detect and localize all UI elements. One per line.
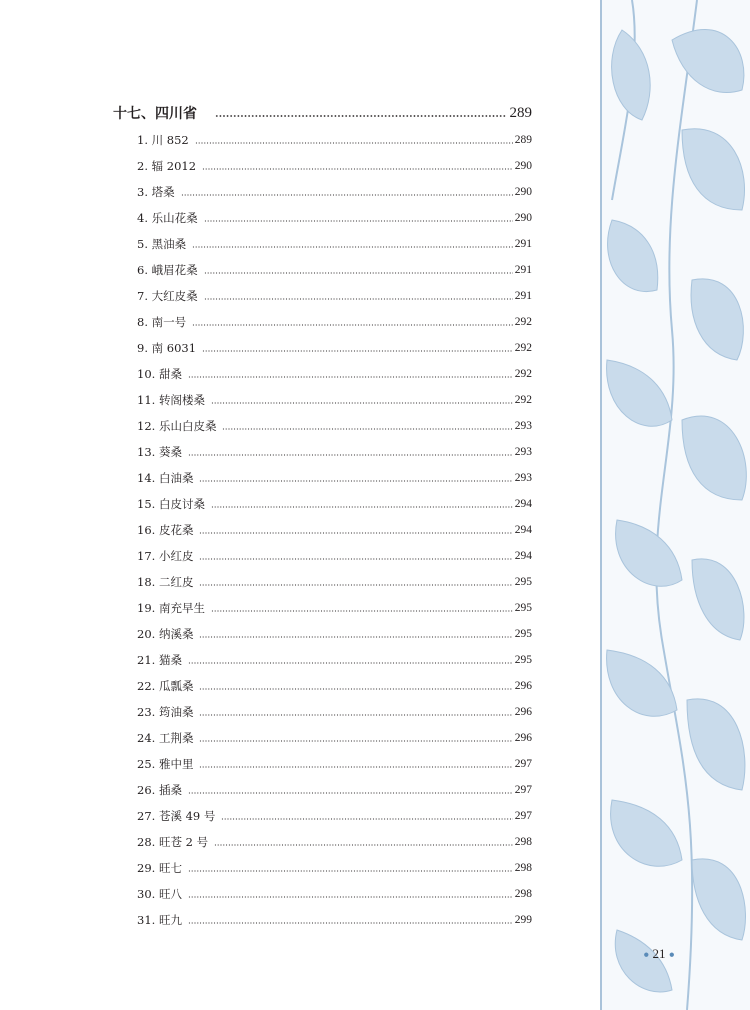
dot-leader xyxy=(188,454,513,456)
dot-leader xyxy=(214,844,513,846)
mulberry-leaf-illustration xyxy=(600,0,750,1010)
entry-label: 7. 大红皮桑 xyxy=(137,289,198,303)
dot-leader xyxy=(211,402,513,404)
toc-entry[interactable] xyxy=(137,677,532,695)
entry-label: 10. 甜桑 xyxy=(137,367,182,381)
entry-label: 29. 旺七 xyxy=(137,861,182,875)
page-number xyxy=(634,946,684,966)
toc-entry[interactable] xyxy=(137,261,532,279)
entry-label: 21. 猫桑 xyxy=(137,653,182,667)
dot-leader xyxy=(188,792,513,794)
toc-entry[interactable] xyxy=(137,417,532,435)
dot-leader xyxy=(199,558,512,560)
dot-leader xyxy=(188,870,513,872)
dot-leader xyxy=(188,376,513,378)
entry-label: 12. 乐山白皮桑 xyxy=(137,419,217,433)
toc-entry[interactable] xyxy=(137,755,532,773)
toc-entry[interactable] xyxy=(137,443,532,461)
section-page-number: 289 xyxy=(509,104,532,121)
entry-page-number: 292 xyxy=(514,368,532,380)
dot-leader xyxy=(188,922,513,924)
entry-label: 8. 南一号 xyxy=(137,315,187,329)
toc-entry[interactable] xyxy=(137,365,532,383)
toc-entry[interactable] xyxy=(137,703,532,721)
entry-label: 23. 筠油桑 xyxy=(137,705,194,719)
dot-leader xyxy=(199,480,512,482)
entry-label: 20. 纳溪桑 xyxy=(137,627,194,641)
entry-page-number: 292 xyxy=(514,394,532,406)
entry-page-number: 296 xyxy=(514,706,532,718)
entry-label: 26. 插桑 xyxy=(137,783,182,797)
toc-entry[interactable] xyxy=(137,313,532,331)
entry-page-number: 294 xyxy=(514,524,532,536)
entry-label: 18. 二红皮 xyxy=(137,575,194,589)
dot-leader xyxy=(192,246,513,248)
entry-label: 4. 乐山花桑 xyxy=(137,211,198,225)
entry-label: 19. 南充早生 xyxy=(137,601,205,615)
entry-page-number: 295 xyxy=(514,576,532,588)
entry-page-number: 293 xyxy=(514,446,532,458)
bullet-icon: ● xyxy=(643,949,650,961)
toc-entry[interactable] xyxy=(137,339,532,357)
dot-leader xyxy=(199,714,512,716)
entry-page-number: 293 xyxy=(514,420,532,432)
entry-page-number: 298 xyxy=(514,836,532,848)
entry-label: 3. 塔桑 xyxy=(137,185,175,199)
dot-leader xyxy=(199,740,512,742)
toc-entry[interactable] xyxy=(137,599,532,617)
dot-leader xyxy=(221,818,512,820)
dot-leader xyxy=(195,142,513,144)
toc-entry[interactable] xyxy=(137,235,532,253)
toc-entry[interactable] xyxy=(137,391,532,409)
dot-leader xyxy=(188,662,513,664)
entry-label: 27. 苍溪 49 号 xyxy=(137,809,216,823)
entry-page-number: 291 xyxy=(514,290,532,302)
entry-page-number: 292 xyxy=(514,316,532,328)
entry-page-number: 289 xyxy=(514,134,532,146)
toc-entry[interactable] xyxy=(137,209,532,227)
entry-page-number: 292 xyxy=(514,342,532,354)
section-title: 十七、四川省 xyxy=(113,106,197,122)
entry-label: 22. 瓜瓢桑 xyxy=(137,679,194,693)
entry-page-number: 290 xyxy=(514,160,532,172)
entry-label: 13. 葵桑 xyxy=(137,445,182,459)
entry-label: 17. 小红皮 xyxy=(137,549,194,563)
toc-entry[interactable] xyxy=(137,625,532,643)
toc-entry[interactable] xyxy=(137,157,532,175)
dot-leader xyxy=(204,272,513,274)
dot-leader xyxy=(215,115,506,117)
toc-entry[interactable] xyxy=(137,131,532,149)
entry-page-number: 293 xyxy=(514,472,532,484)
entry-label: 9. 南 6031 xyxy=(137,341,197,355)
entry-label: 30. 旺八 xyxy=(137,887,182,901)
toc-entry[interactable] xyxy=(137,495,532,513)
toc-entry[interactable] xyxy=(137,573,532,591)
entry-label: 25. 雅中里 xyxy=(137,757,194,771)
entry-label: 16. 皮花桑 xyxy=(137,523,194,537)
leaf-pattern-icon xyxy=(602,0,750,1010)
toc-entry[interactable] xyxy=(137,469,532,487)
dot-leader xyxy=(199,636,512,638)
dot-leader xyxy=(188,896,513,898)
dot-leader xyxy=(211,610,513,612)
toc-entry[interactable] xyxy=(137,859,532,877)
dot-leader xyxy=(204,220,513,222)
entry-page-number: 294 xyxy=(514,498,532,510)
dot-leader xyxy=(199,532,512,534)
entry-page-number: 297 xyxy=(514,784,532,796)
entry-page-number: 290 xyxy=(514,212,532,224)
dot-leader xyxy=(199,584,512,586)
entry-label: 24. 工荆桑 xyxy=(137,731,194,745)
entry-label: 1. 川 852 xyxy=(137,133,189,147)
entry-page-number: 291 xyxy=(514,264,532,276)
entry-page-number: 291 xyxy=(514,238,532,250)
entry-page-number: 297 xyxy=(514,758,532,770)
dot-leader xyxy=(204,298,513,300)
toc-entry[interactable] xyxy=(137,521,532,539)
toc-entry[interactable] xyxy=(137,911,532,929)
toc-entry[interactable] xyxy=(137,287,532,305)
entry-label: 14. 白油桑 xyxy=(137,471,194,485)
dot-leader xyxy=(192,324,513,326)
entry-page-number: 294 xyxy=(514,550,532,562)
toc-entry[interactable] xyxy=(137,547,532,565)
toc-entry[interactable] xyxy=(137,183,532,201)
entry-page-number: 298 xyxy=(514,888,532,900)
toc-entry[interactable] xyxy=(137,651,532,669)
dot-leader xyxy=(222,428,512,430)
entry-page-number: 295 xyxy=(514,628,532,640)
page-number-text: 21 xyxy=(652,946,666,961)
toc-section-heading[interactable] xyxy=(113,102,532,124)
entry-page-number: 297 xyxy=(514,810,532,822)
entry-page-number: 298 xyxy=(514,862,532,874)
toc-entry[interactable] xyxy=(137,833,532,851)
entry-label: 28. 旺苍 2 号 xyxy=(137,835,209,849)
dot-leader xyxy=(181,194,513,196)
toc-entry[interactable] xyxy=(137,781,532,799)
entry-label: 2. 辐 2012 xyxy=(137,159,197,173)
entry-label: 6. 峨眉花桑 xyxy=(137,263,198,277)
entry-label: 11. 转阁楼桑 xyxy=(137,393,205,407)
entry-label: 15. 白皮讨桑 xyxy=(137,497,205,511)
bullet-icon: ● xyxy=(668,949,675,961)
dot-leader xyxy=(199,766,512,768)
entry-label: 31. 旺九 xyxy=(137,913,182,927)
entry-page-number: 296 xyxy=(514,680,532,692)
toc-entry[interactable] xyxy=(137,729,532,747)
toc-entry[interactable] xyxy=(137,807,532,825)
dot-leader xyxy=(202,168,513,170)
toc-entry[interactable] xyxy=(137,885,532,903)
dot-leader xyxy=(202,350,513,352)
entry-page-number: 295 xyxy=(514,654,532,666)
dot-leader xyxy=(199,688,512,690)
entry-page-number: 299 xyxy=(514,914,532,926)
entry-label: 5. 黑油桑 xyxy=(137,237,187,251)
entry-page-number: 295 xyxy=(514,602,532,614)
entry-page-number: 296 xyxy=(514,732,532,744)
dot-leader xyxy=(211,506,513,508)
entry-page-number: 290 xyxy=(514,186,532,198)
